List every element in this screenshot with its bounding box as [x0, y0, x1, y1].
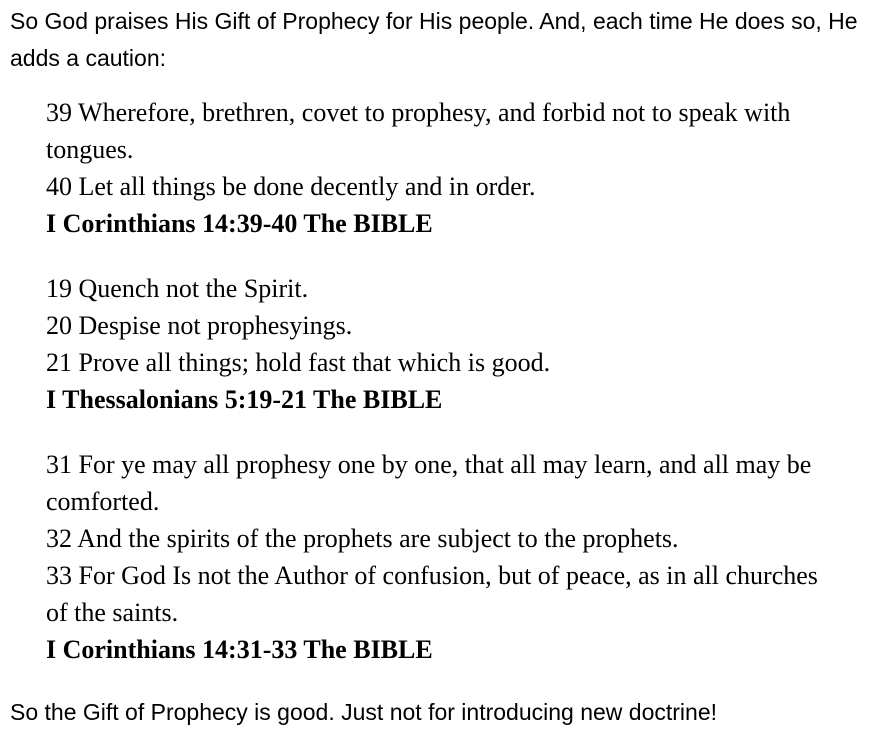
scripture-reference: I Thessalonians 5:19-21 The BIBLE [46, 385, 443, 414]
intro-paragraph: So God praises His Gift of Prophecy for His people. And, each time He does so, He adds a caution: [10, 8, 858, 71]
verse: 19 Quench not the Spirit. [46, 274, 309, 303]
verse: 31 For ye may all prophesy one by one, that all may learn, and all may be comforted. [46, 450, 812, 516]
verse: 20 Despise not prophesyings. [46, 311, 353, 340]
scripture-block-3 [46, 446, 846, 668]
scripture-reference: I Corinthians 14:31-33 The BIBLE [46, 635, 433, 664]
verse: 40 Let all things be done decently and in order. [46, 172, 536, 201]
scripture-reference: I Corinthians 14:39-40 The BIBLE [46, 209, 433, 238]
verse: 39 Wherefore, brethren, covet to prophesy, and forbid not to speak with tongues. [46, 98, 791, 164]
scripture-block-2 [46, 270, 846, 418]
scripture-block-1 [46, 94, 846, 242]
verse: 33 For God Is not the Author of confusion, but of peace, as in all churches of the saints. [46, 561, 818, 627]
verse: 21 Prove all things; hold fast that which is good. [46, 348, 551, 377]
verse: 32 And the spirits of the prophets are subject to the prophets. [46, 524, 679, 553]
closing-paragraph: So the Gift of Prophecy is good. Just not for introducing new doctrine! [10, 699, 718, 725]
